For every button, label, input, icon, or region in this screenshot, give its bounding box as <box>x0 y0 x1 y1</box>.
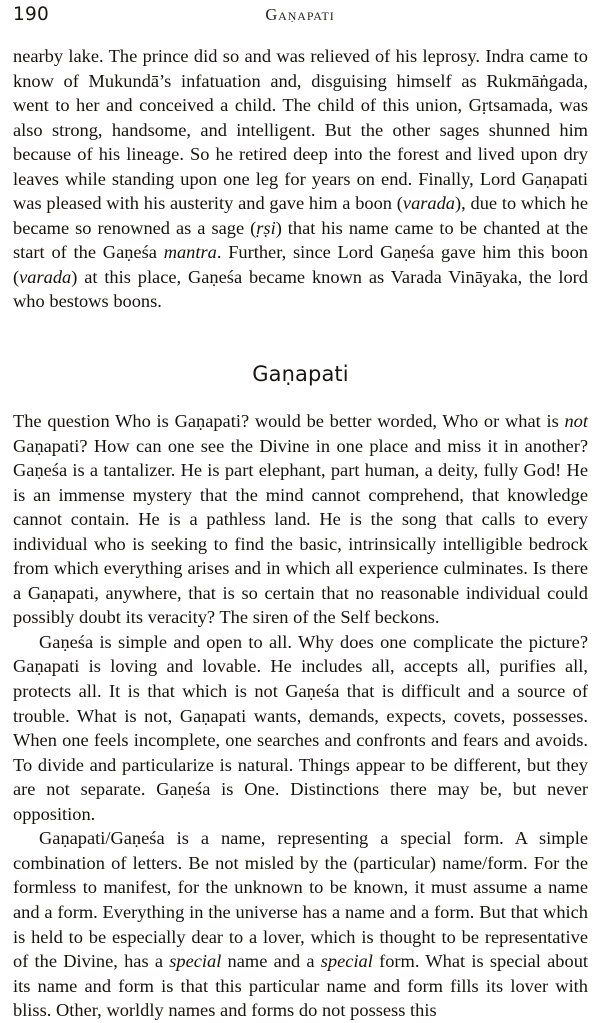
running-head <box>13 3 587 29</box>
paragraph-varada-vinayaka <box>13 44 588 314</box>
text-run: Gaṇapati/Gaṇeśa is a name, representing a special form. A simple combination of letters. Be not misled by the (particular) name/form. For the formless to manifest, for the unknown to be known, it must assume a name and a form. Everything in the universe has a name and a form. But that which is held to be especially dear to a lover, which is thought to be representative of the Divine, has a <box>13 828 588 972</box>
text-run: nearby lake. The prince did so and was relieved of his leprosy. Indra came to know of Mukundā’s infatuation and, disguising himself as Rukmāṅgada, went to her and conceived a child. The child of this union, Gṛtsamada, was also strong, handsome, and intelligent. But the other sages shunned him because of his lineage. So he retired deep into the forest and lived upon dry leaves while standing upon one leg for years on end. Finally, Lord Gaṇapati was pleased with his austerity and gave him a boon ( <box>13 46 588 214</box>
text-run: Gaṇapati? How can one see the Divine in one place and miss it in another? Gaṇeśa is a tantalizer. He is part elephant, part human, a deity, fully God! He is an immense mystery that the mind cannot comprehend, that knowledge cannot contain. He is a pathless land. He is the song that calls to every individual who is seeking to find the basic, intrinsically intelligible bedrock from which everything arises and in which all experience culminates. Is there a Gaṇapati, anywhere, that is so certain that no reasonable individual could possibly doubt its veracity? The siren of the Self beckons. <box>13 435 588 628</box>
text-run: ), due to which he became so renowned as a sage ( <box>13 193 588 238</box>
running-head-title: Gaṇapati <box>265 5 335 24</box>
text-run: ) at this place, Gaṇeśa became known as Varada Vināyaka, the lord who bestows boons. <box>13 266 588 312</box>
italic-term: mantra <box>163 242 217 263</box>
text-column <box>13 44 588 1023</box>
paragraph-name-and-form <box>13 826 588 1022</box>
italic-term: special <box>320 951 373 972</box>
page-number: 190 <box>13 4 49 25</box>
section-heading: Gaṇapati <box>252 362 349 387</box>
text-run: form. What is special about its name and form is that this particular name and form fills its lover with bliss. Other, worldly names and forms do not possess this <box>13 951 588 1021</box>
italic-term: not <box>564 411 588 432</box>
italic-term: ṛṣi <box>256 217 276 238</box>
text-run: name and a <box>221 951 321 972</box>
text-run: The question Who is Gaṇapati? would be better worded, Who or what is <box>13 411 565 432</box>
heading-space-below <box>13 387 588 409</box>
text-run: ) that his name came to be chanted at the start of the Gaṇeśa <box>13 217 588 263</box>
heading-space-above <box>13 314 588 361</box>
text-run: . Further, since Lord Gaṇeśa gave him this boon ( <box>13 242 588 287</box>
italic-term: varada <box>19 266 72 287</box>
italic-term: varada <box>402 193 456 214</box>
paragraph-who-is-ganapati <box>13 409 588 630</box>
paragraph-ganesa-is-simple <box>13 630 588 826</box>
text-run: Gaṇeśa is simple and open to all. Why does one complicate the picture? Gaṇapati is loving and lovable. He includes all, accepts all, purifies all, protects all. It is that which is not Gaṇeśa that is difficult and a source of trouble. What is not, Gaṇapati wants, demands, expects, covets, possesses. When one feels incomplete, one searches and confronts and fears and avoids. To divide and particularize is natural. Things appear to be different, but they are not separate. Gaṇeśa is One. Distinctions there may be, but never opposition. <box>13 631 588 824</box>
italic-term: special <box>169 951 222 972</box>
